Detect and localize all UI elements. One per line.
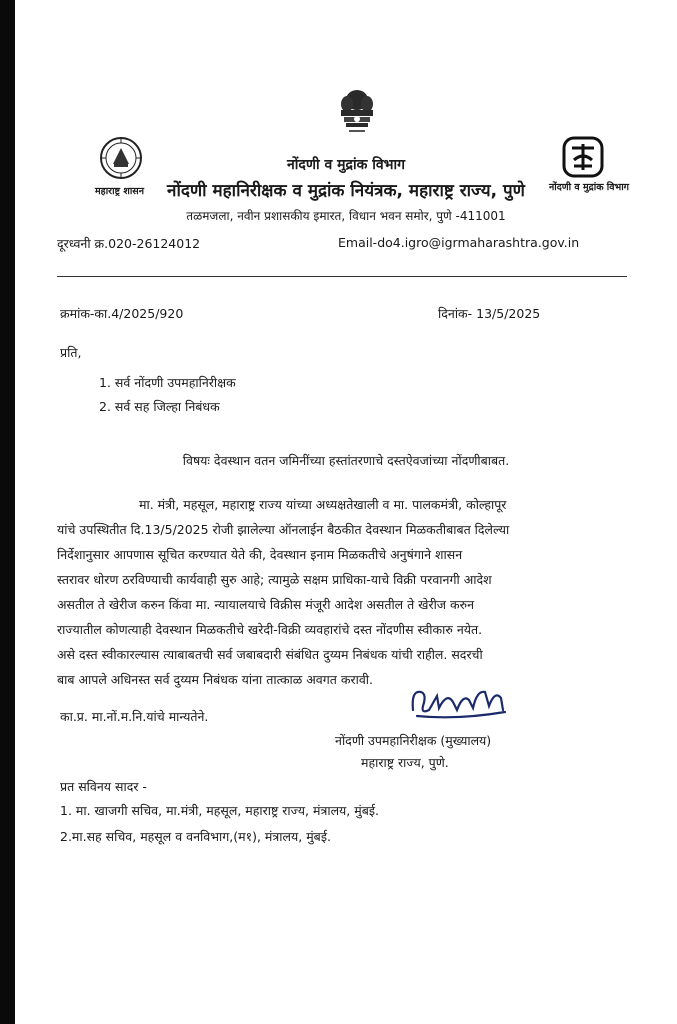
signatory-place: महाराष्ट्र राज्य, पुणे. <box>361 755 449 770</box>
office-address: तळमजला, नवीन प्रशासकीय इमारत, विधान भवन समोर, पुणे -411001 <box>186 209 506 223</box>
state-seal-caption: महाराष्ट्र शासन <box>95 186 145 197</box>
body-line: मा. मंत्री, महसूल, महाराष्ट्र राज्य यांच्या अध्यक्षतेखाली व मा. पालकमंत्री, कोल्हापूर <box>139 497 507 512</box>
national-emblem-icon <box>332 86 382 142</box>
body-line: असतील ते खेरीज करुन किंवा मा. न्यायालयाचे विक्रीस मंजूरी आदेश असतील ते खेरीज करुन <box>57 597 475 612</box>
body-line: यांचे उपस्थितीत दि.13/5/2025 रोजी झालेल्या ऑनलाईन बैठकीत देवस्थान मिळकतीबाबत दिलेल्या <box>57 522 510 537</box>
recipient-item: 2. सर्व सह जिल्हा निबंधक <box>99 399 220 414</box>
body-line: बाब आपले अधिनस्त सर्व दुय्यम निबंधक यांना तात्काळ अवगत करावी. <box>57 672 373 687</box>
email-address: Email-do4.igro@igrmaharashtra.gov.in <box>338 235 580 250</box>
to-label: प्रति, <box>60 345 82 360</box>
phone-number: दूरध्वनी क्र.020-26124012 <box>57 236 201 251</box>
department-name: नोंदणी व मुद्रांक विभाग <box>287 157 405 173</box>
cc-item: 2.मा.सह सचिव, महसूल व वनविभाग,(म१), मंत्रालय, मुंबई. <box>60 829 331 844</box>
body-line: स्तरावर धोरण ठरविण्याची कार्यवाही सुरु आहे; त्यामुळे सक्षम प्राधिका-याचे विक्री परवानगी आदेश <box>57 572 492 587</box>
signature <box>407 680 517 724</box>
letter-date: दिनांक- 13/5/2025 <box>438 306 541 321</box>
body-line: असे दस्त स्वीकारल्यास त्याबाबतची सर्व जबाबदारी संबंधित दुय्यम निबंधक यांची राहील. सदरची <box>57 647 483 662</box>
signatory-title: नोंदणी उपमहानिरीक्षक (मुख्यालय) <box>335 733 492 748</box>
dept-logo-caption: नोंदणी व मुद्रांक विभाग <box>549 182 630 193</box>
body-line: राज्यातील कोणत्याही देवस्थान मिळकतीचे खरेदी-विक्री व्यवहारांचे दस्त नोंदणीस स्वीकारु नयेत. <box>57 622 483 637</box>
header-divider <box>57 276 627 277</box>
cc-item: 1. मा. खाजगी सचिव, मा.मंत्री, महसूल, महाराष्ट्र राज्य, मंत्रालय, मुंबई. <box>60 803 379 818</box>
reference-number: क्रमांक-का.4/2025/920 <box>60 306 184 321</box>
office-title: नोंदणी महानिरीक्षक व मुद्रांक नियंत्रक, महाराष्ट्र राज्य, पुणे <box>167 181 525 201</box>
recipient-item: 1. सर्व नोंदणी उपमहानिरीक्षक <box>99 375 236 390</box>
body-line: निर्देशानुसार आपणास सूचित करण्यात येते की, देवस्थान इनाम मिळकतीचे अनुषंगाने शासन <box>57 547 463 562</box>
subject-line: विषयः देवस्थान वतन जमिनींच्या हस्तांतरणाचे दस्तऐवजांच्या नोंदणीबाबत. <box>182 453 510 468</box>
cc-heading: प्रत सविनय सादर - <box>60 779 147 794</box>
letter-page <box>15 0 677 1024</box>
approval-note: का.प्र. मा.नों.म.नि.यांचे मान्यतेने. <box>60 709 209 724</box>
